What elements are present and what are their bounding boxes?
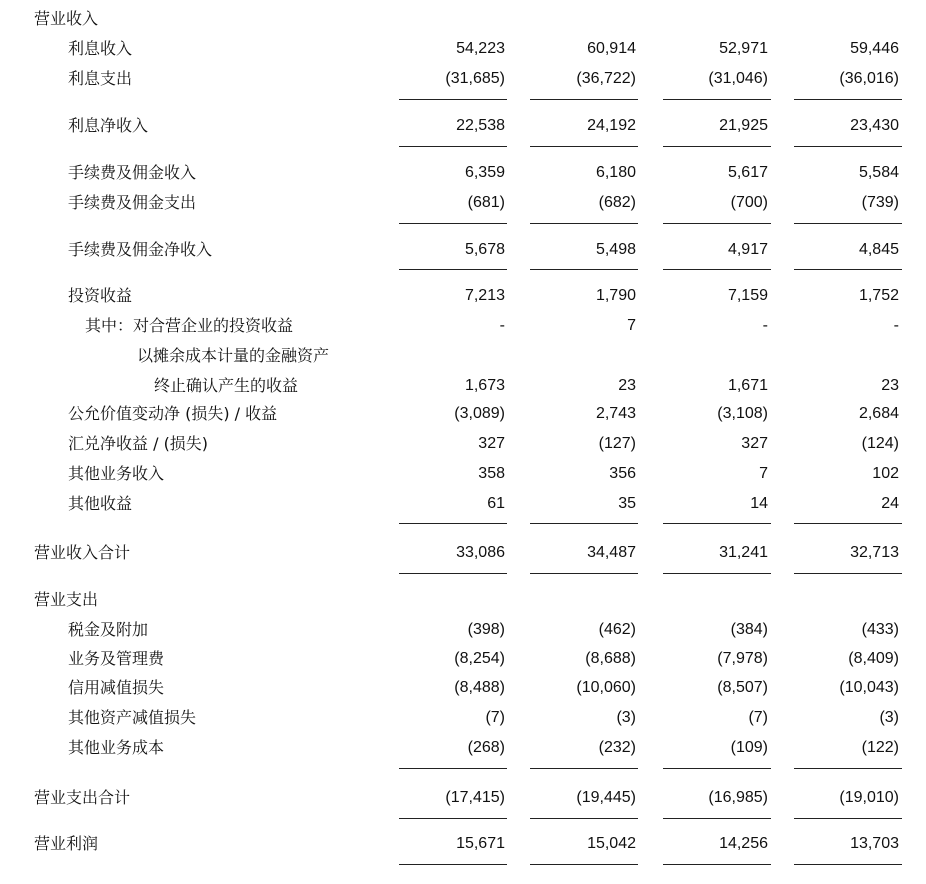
value-cell: 13,703 <box>850 835 899 852</box>
row-label: 税金及附加 <box>68 620 149 639</box>
column-underline <box>663 146 771 147</box>
row-label: 投资收益 <box>68 286 133 305</box>
value-cell: (3,089) <box>454 405 505 422</box>
row-label: 终止确认产生的收益 <box>154 376 299 395</box>
column-underline <box>530 864 638 865</box>
value-cell: 34,487 <box>587 544 636 561</box>
column-underline <box>794 864 902 865</box>
row-label: 手续费及佣金收入 <box>68 163 197 182</box>
column-underline <box>399 146 507 147</box>
row-label: 营业支出合计 <box>34 788 131 807</box>
column-underline <box>794 768 902 769</box>
value-cell: (19,010) <box>839 789 899 806</box>
column-underline <box>794 269 902 270</box>
column-underline <box>663 99 771 100</box>
value-cell: (10,060) <box>576 679 636 696</box>
value-cell: 24,192 <box>587 117 636 134</box>
section-expense-header: 营业支出 <box>34 590 99 609</box>
value-cell: (8,488) <box>454 679 505 696</box>
row-label: 利息收入 <box>68 39 133 58</box>
row-label: 营业收入合计 <box>34 543 131 562</box>
value-cell: (3,108) <box>717 405 768 422</box>
value-cell: 31,241 <box>719 544 768 561</box>
value-cell: 4,917 <box>727 241 768 258</box>
value-cell: (462) <box>598 621 636 638</box>
value-cell: (16,985) <box>708 789 768 806</box>
value-cell: (433) <box>861 621 899 638</box>
value-cell: (268) <box>467 739 505 756</box>
row-label: 其他资产减值损失 <box>68 708 197 727</box>
value-cell: (3) <box>879 709 899 726</box>
value-cell: 24 <box>881 495 899 512</box>
value-cell: (109) <box>730 739 768 756</box>
value-cell: (8,409) <box>848 650 899 667</box>
value-cell: 7,213 <box>464 287 505 304</box>
value-cell: (127) <box>598 435 636 452</box>
column-underline <box>794 573 902 574</box>
column-underline <box>663 864 771 865</box>
column-underline <box>663 269 771 270</box>
value-cell: (681) <box>467 194 505 211</box>
value-cell: 23,430 <box>850 117 899 134</box>
value-cell: (10,043) <box>839 679 899 696</box>
column-underline <box>794 523 902 524</box>
row-label: 利息净收入 <box>68 116 149 135</box>
value-cell: (124) <box>861 435 899 452</box>
row-label: 手续费及佣金净收入 <box>68 240 213 259</box>
value-cell: (36,722) <box>576 70 636 87</box>
value-cell: 358 <box>478 465 505 482</box>
value-cell: 327 <box>741 435 768 452</box>
value-cell: 33,086 <box>456 544 505 561</box>
value-cell: (8,254) <box>454 650 505 667</box>
value-cell: (17,415) <box>445 789 505 806</box>
value-cell: 1,671 <box>727 377 768 394</box>
row-label: 汇兑净收益 / (损失) <box>68 434 209 453</box>
value-cell: (682) <box>598 194 636 211</box>
column-underline <box>663 223 771 224</box>
value-cell: 7 <box>759 465 768 482</box>
value-cell: 15,042 <box>587 835 636 852</box>
value-cell: 7,159 <box>727 287 768 304</box>
value-cell: - <box>499 317 505 334</box>
value-cell: 54,223 <box>456 40 505 57</box>
column-underline <box>530 146 638 147</box>
value-cell: 15,671 <box>456 835 505 852</box>
column-underline <box>399 864 507 865</box>
column-underline <box>399 99 507 100</box>
column-underline <box>530 768 638 769</box>
row-label: 手续费及佣金支出 <box>68 193 197 212</box>
value-cell: 21,925 <box>719 117 768 134</box>
value-cell: 61 <box>487 495 505 512</box>
column-underline <box>794 146 902 147</box>
value-cell: 1,673 <box>464 377 505 394</box>
column-underline <box>530 818 638 819</box>
value-cell: 5,584 <box>858 164 899 181</box>
row-label: 业务及管理费 <box>68 649 165 668</box>
value-cell: 4,845 <box>858 241 899 258</box>
value-cell: (19,445) <box>576 789 636 806</box>
value-cell: 1,752 <box>858 287 899 304</box>
row-label: 信用减值损失 <box>68 678 165 697</box>
column-underline <box>399 573 507 574</box>
column-underline <box>399 768 507 769</box>
column-underline <box>530 269 638 270</box>
column-underline <box>663 818 771 819</box>
row-label: 其他收益 <box>68 494 133 513</box>
value-cell: (7) <box>485 709 505 726</box>
column-underline <box>399 523 507 524</box>
value-cell: 14 <box>750 495 768 512</box>
value-cell: 6,359 <box>464 164 505 181</box>
row-label: 营业利润 <box>34 834 99 853</box>
value-cell: 356 <box>609 465 636 482</box>
value-cell: 14,256 <box>719 835 768 852</box>
value-cell: (739) <box>861 194 899 211</box>
value-cell: (36,016) <box>839 70 899 87</box>
value-cell: 5,498 <box>595 241 636 258</box>
value-cell: (122) <box>861 739 899 756</box>
value-cell: 23 <box>618 377 636 394</box>
value-cell: (31,685) <box>445 70 505 87</box>
value-cell: 5,678 <box>464 241 505 258</box>
row-label: 其他业务成本 <box>68 738 165 757</box>
row-label-amortized-line1: 以摊余成本计量的金融资产 <box>137 346 330 365</box>
value-cell: 102 <box>872 465 899 482</box>
column-underline <box>663 523 771 524</box>
value-cell: 6,180 <box>595 164 636 181</box>
column-underline <box>530 223 638 224</box>
column-underline <box>530 523 638 524</box>
value-cell: (31,046) <box>708 70 768 87</box>
value-cell: 5,617 <box>727 164 768 181</box>
value-cell: (7) <box>748 709 768 726</box>
value-cell: (8,507) <box>717 679 768 696</box>
value-cell: 2,743 <box>595 405 636 422</box>
section-revenue-header: 营业收入 <box>34 9 99 28</box>
row-label: 其他业务收入 <box>68 464 165 483</box>
value-cell: 1,790 <box>595 287 636 304</box>
value-cell: (232) <box>598 739 636 756</box>
value-cell: 327 <box>478 435 505 452</box>
column-underline <box>399 818 507 819</box>
value-cell: 52,971 <box>719 40 768 57</box>
value-cell: (7,978) <box>717 650 768 667</box>
row-label: 利息支出 <box>68 69 133 88</box>
value-cell: (8,688) <box>585 650 636 667</box>
value-cell: 22,538 <box>456 117 505 134</box>
value-cell: (3) <box>616 709 636 726</box>
value-cell: (398) <box>467 621 505 638</box>
column-underline <box>399 223 507 224</box>
value-cell: 23 <box>881 377 899 394</box>
value-cell: - <box>893 317 899 334</box>
value-cell: (700) <box>730 194 768 211</box>
column-underline <box>663 573 771 574</box>
value-cell: (384) <box>730 621 768 638</box>
row-label: 其中：对合营企业的投资收益 <box>85 316 294 335</box>
column-underline <box>399 269 507 270</box>
column-underline <box>794 223 902 224</box>
value-cell: - <box>762 317 768 334</box>
column-underline <box>794 818 902 819</box>
column-underline <box>530 99 638 100</box>
column-underline <box>794 99 902 100</box>
value-cell: 60,914 <box>587 40 636 57</box>
column-underline <box>663 768 771 769</box>
value-cell: 7 <box>627 317 636 334</box>
column-underline <box>530 573 638 574</box>
row-label: 公允价值变动净 (损失) / 收益 <box>68 404 278 423</box>
value-cell: 35 <box>618 495 636 512</box>
value-cell: 2,684 <box>858 405 899 422</box>
value-cell: 59,446 <box>850 40 899 57</box>
value-cell: 32,713 <box>850 544 899 561</box>
